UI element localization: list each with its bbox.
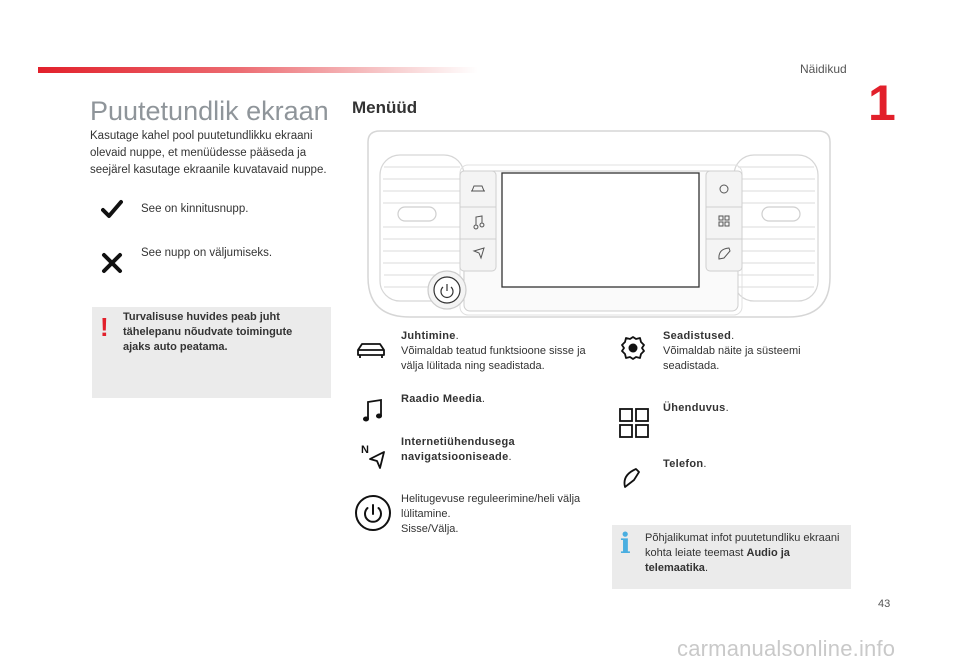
intro-text: Kasutage kahel pool puutetundlikku ekraani olevaid nuppe, et menüüdesse pääseda ja seejärel kasutage ekraanile kuvatavaid nuppe. — [90, 130, 327, 176]
warning-icon: ! — [100, 312, 109, 342]
music-note-icon — [362, 398, 384, 424]
exit-text: See nupp on väljumiseks. — [141, 247, 273, 259]
confirm-text: See on kinnitusnupp. — [141, 203, 249, 215]
power-desc: Helitugevuse reguleerimine/heli välja lülitamine. Sisse/Välja. — [401, 493, 581, 535]
connectivity-grid-icon — [619, 408, 649, 438]
connect-title: Ühenduvus. — [663, 402, 729, 414]
phone-icon — [621, 466, 645, 490]
page-title: Puutetundlik ekraan — [90, 96, 329, 126]
nav-title: Internetiühendusega navigatsiooniseade. — [401, 436, 515, 463]
header-red-bar — [38, 67, 478, 73]
navigation-arrow-icon — [368, 450, 386, 470]
info-icon: i — [620, 527, 631, 560]
watermark: carmanualsonline.info — [677, 636, 896, 661]
driving-title: Juhtimine. — [401, 330, 460, 342]
menu-title: Menüüd — [352, 98, 418, 117]
page-number: 43 — [878, 598, 891, 610]
info-text: Põhjalikumat infot puutetundliku ekraani kohta leiate teemast Audio ja telemaatika. — [645, 532, 840, 574]
checkmark-icon — [101, 198, 123, 220]
info-link-text: Audio ja telemaatika — [645, 547, 790, 574]
settings-gear-icon — [619, 334, 647, 362]
warning-text: Turvalisuse huvides peab juht tähelepanu nõudvate toimingute ajaks auto peatama. — [123, 311, 293, 353]
settings-desc: Võimaldab näite ja süsteemi seadistada. — [663, 345, 801, 372]
car-icon — [356, 340, 386, 360]
section-name: Näidikud — [800, 62, 847, 76]
driving-desc: Võimaldab teatud funktsioone sisse ja välja lülitada ning seadistada. — [401, 345, 586, 372]
nav-icon-letter: N — [361, 444, 369, 456]
cross-icon — [101, 252, 123, 274]
power-icon — [354, 494, 392, 532]
dashboard-illustration — [358, 127, 840, 323]
chapter-number: 1 — [868, 75, 896, 131]
radio-title: Raadio Meedia. — [401, 393, 486, 405]
phone-title: Telefon. — [663, 458, 707, 470]
settings-title: Seadistused. — [663, 330, 735, 342]
